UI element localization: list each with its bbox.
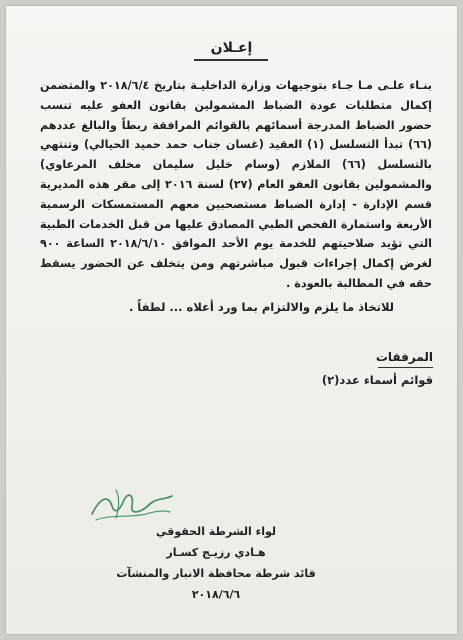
title-underline (194, 59, 268, 61)
closing-line: للاتخاذ ما يلزم والالتزام بما ورد أعلاه ... لطفاً . (128, 300, 394, 314)
announcement-body: بنـاء علـى مـا جـاء بتوجيهات وزارة الداخليـة بتاريخ ٢٠١٨/٦/٤ والمتضمن إكمال متطلبات عودة الضباط المشمولين بقانون العفو عليه تنسب حضور الضباط المدرجة أسمائهم بالقوائم المرافقة ربطاً والبالغ عددهم (٦٦) تبدأ التسلسل (١) العقيد (غسان جناب حمد حميد الحيالي) وتنتهي بالتسلسل (٦٦) الملازم (وسام خليل سليمان مخلف المرعاوي) والمشمولين بقانون العفو العام (٢٧) لسنة ٢٠١٦ إلى مقر هذه المديرية قسم الإدارة - إدارة الضباط مستصحبين معهم المستمسكات الرسمية الأربعة واستمارة الفحص الطبي المصادق عليها من قبل الخدمات الطبية التي تؤيد صلاحيتهم للخدمة يوم الأحد الموافق ٢٠١٨/٦/١٠ الساعة ٩٠٠ لغرض إكمال إجراءات قبول مباشرتهم ومن يتخلف عن الحضور يسقط حقه في المطالبة بالعودة . (40, 79, 432, 290)
signatory-name: هـادي رزيـج كسـار (166, 546, 266, 559)
document-page (6, 6, 457, 634)
signature-date: ٢٠١٨/٦/٦ (191, 588, 241, 601)
signature-block (116, 521, 316, 605)
signatory-rank: لواء الشرطة الحقوقي (155, 525, 277, 538)
attachments-underline (378, 367, 433, 368)
signatory-position: قائد شرطة محافظة الانبار والمنشآت (116, 567, 316, 580)
document-title: إعـلان (210, 40, 253, 56)
attachments-heading: المرفقات (375, 350, 433, 364)
attachments-item: قوائم أسماء عدد(٢) (321, 373, 433, 387)
